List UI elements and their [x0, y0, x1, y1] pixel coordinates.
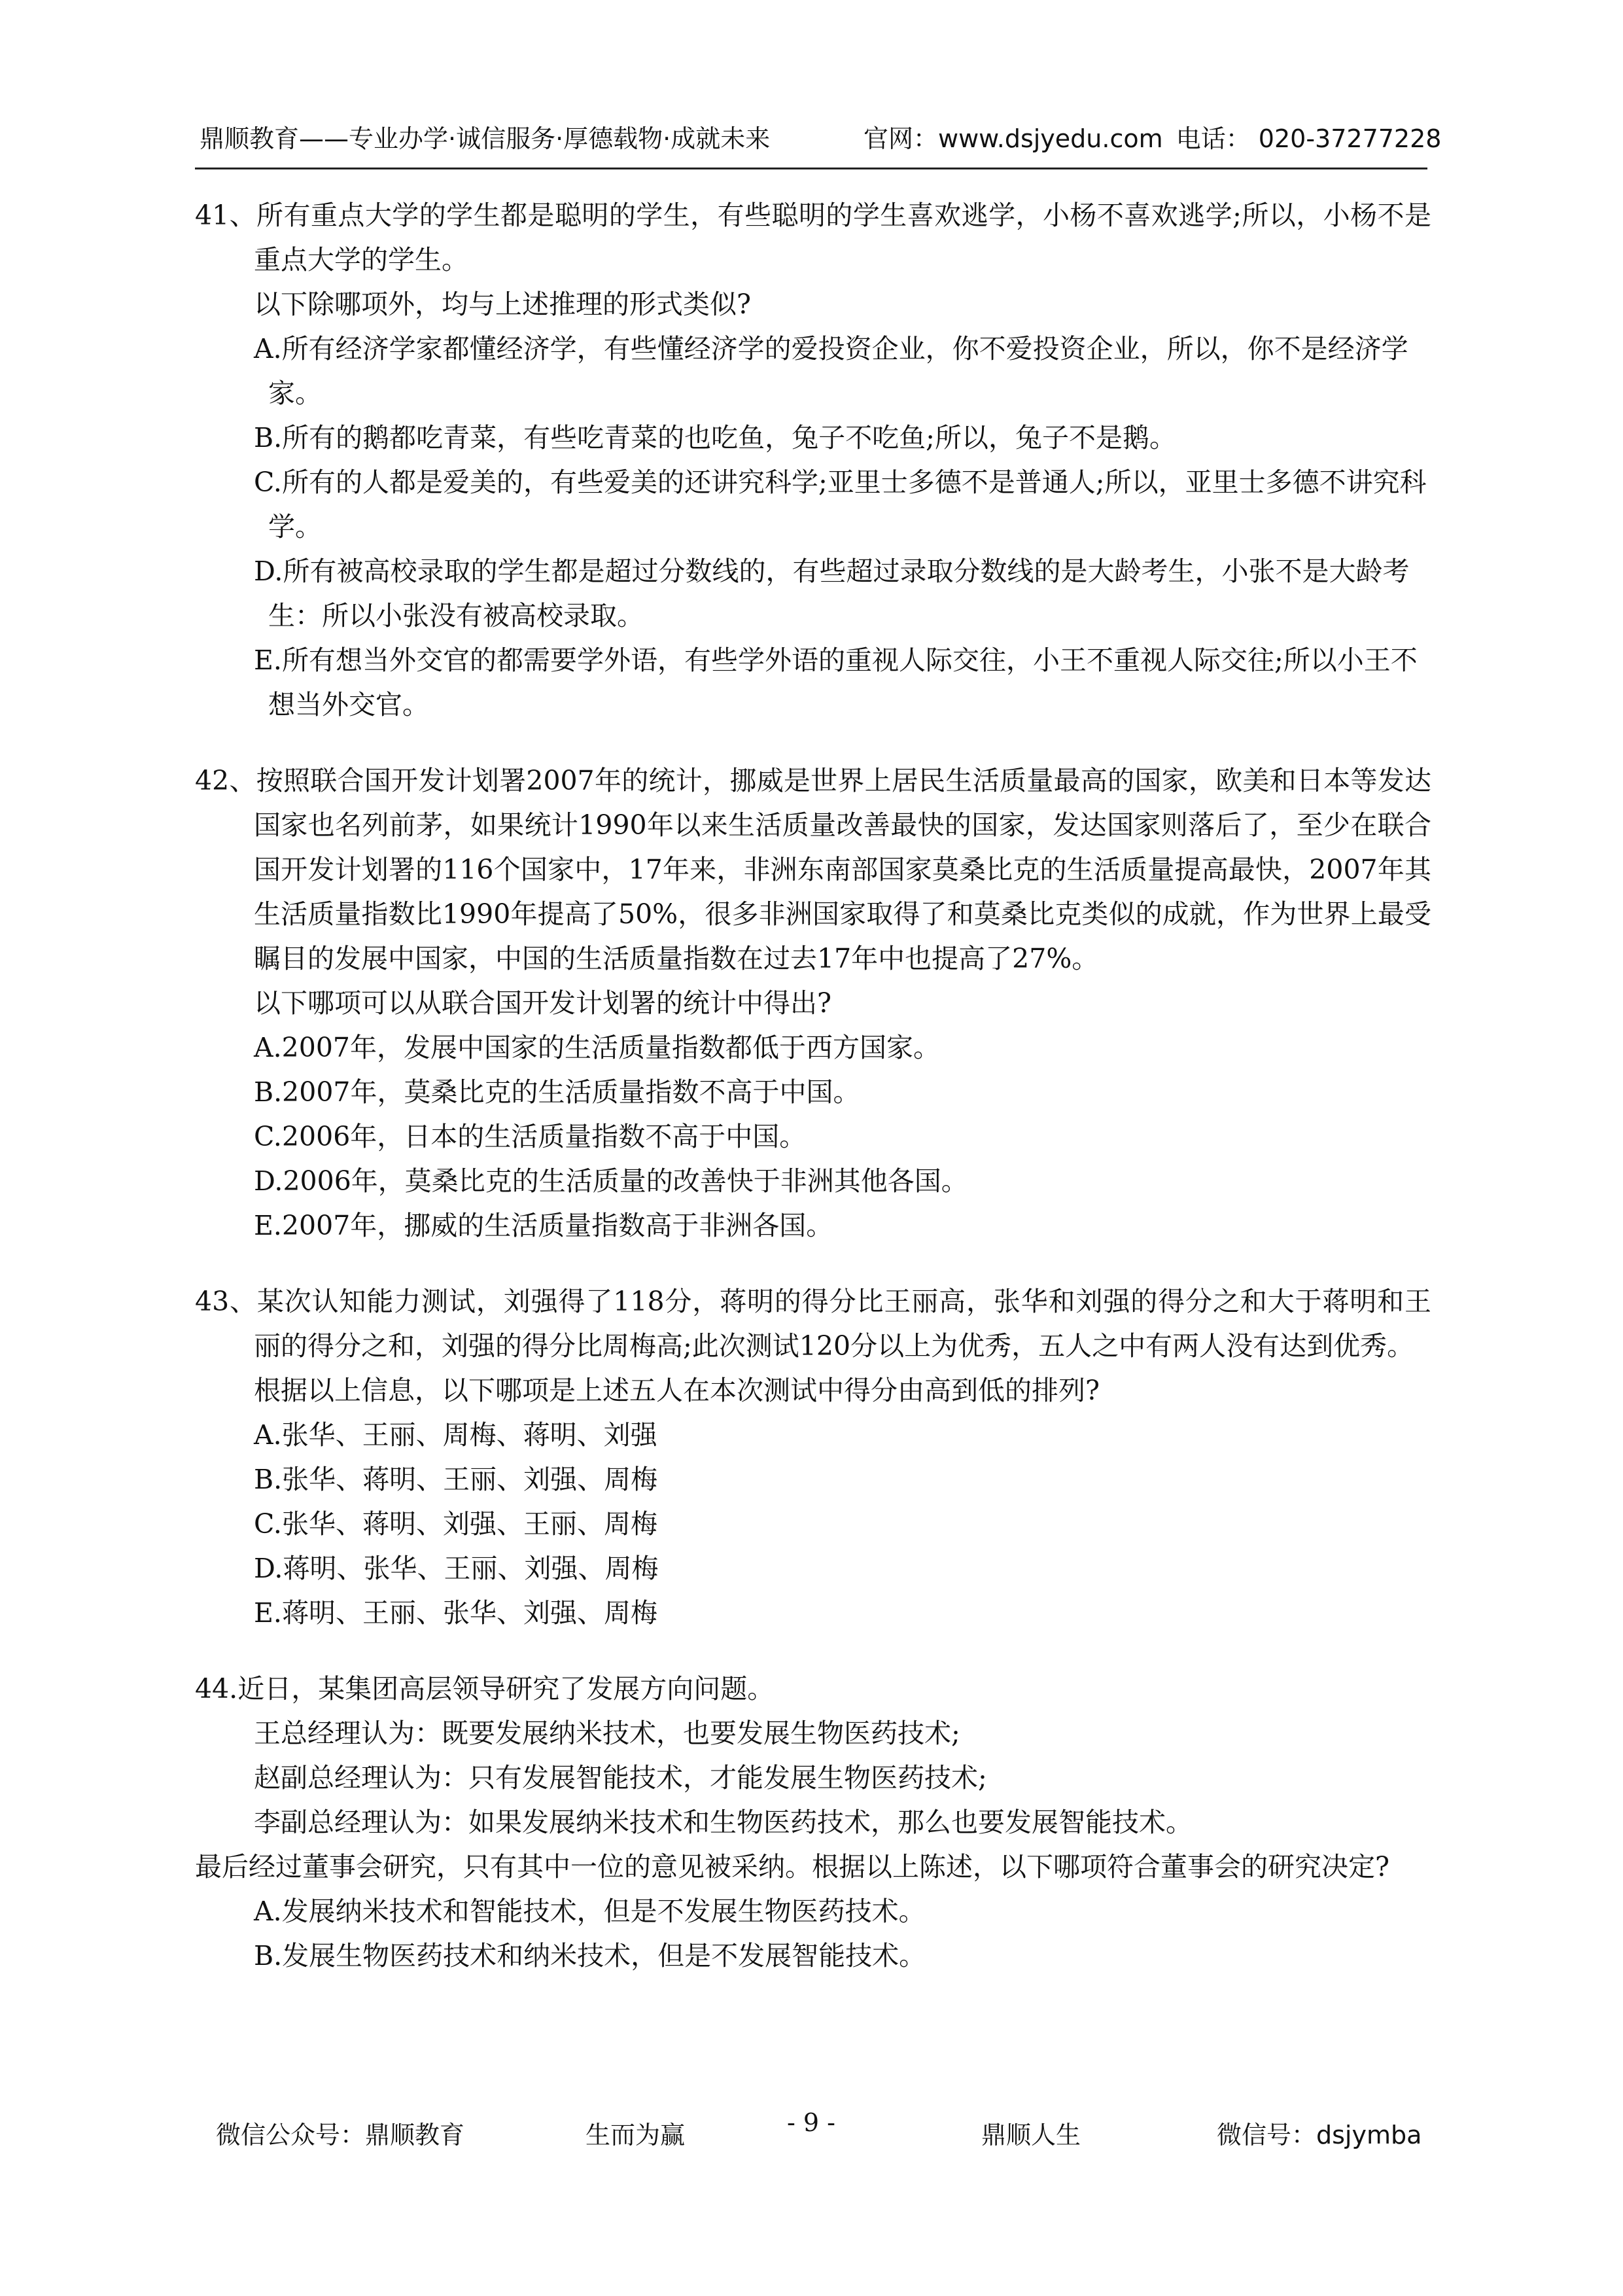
option-e: E.2007年，挪威的生活质量指数高于非洲各国。	[254, 1210, 833, 1241]
option-c: C.2006年，日本的生活质量指数不高于中国。	[254, 1121, 807, 1152]
option-b: B.2007年，莫桑比克的生活质量指数不高于中国。	[254, 1076, 860, 1108]
option-d: D.蒋明、张华、王丽、刘强、周梅	[254, 1553, 659, 1584]
question-41	[195, 193, 1431, 727]
footer-wechat-id: 微信号：dsjymba	[1217, 2121, 1422, 2149]
option-a: A.所有经济学家都懂经济学，有些懂经济学的爱投资企业，你不爱投资企业，所以，你不是经济学家。	[254, 333, 1408, 409]
question-43	[195, 1279, 1431, 1635]
option-a: A.发展纳米技术和智能技术，但是不发展生物医药技术。	[254, 1896, 926, 1927]
header-website: 官网：www.dsjyedu.com	[864, 124, 1163, 153]
page-number: - 9 -	[787, 2108, 836, 2137]
question-44	[195, 1667, 1431, 1978]
question-42	[195, 758, 1431, 1248]
question-prompt: 根据以上信息，以下哪项是上述五人在本次测试中得分由高到低的排列?	[254, 1375, 1100, 1406]
footer-slogan: 生而为赢	[585, 2121, 686, 2149]
option-e: E.所有想当外交官的都需要学外语，有些学外语的重视人际交往，小王不重视人际交往;所以小王不想当外交官。	[254, 645, 1418, 720]
question-stem: 41、所有重点大学的学生都是聪明的学生，有些聪明的学生喜欢逃学，小杨不喜欢逃学;所以，小杨不是重点大学的学生。	[195, 200, 1431, 275]
option-a: A.张华、王丽、周梅、蒋明、刘强	[254, 1419, 657, 1451]
page-content	[195, 193, 1431, 2009]
option-c: C.所有的人都是爱美的，有些爱美的还讲究科学;亚里士多德不是普通人;所以，亚里士多德不讲究科学。	[254, 467, 1427, 542]
option-c: C.张华、蒋明、刘强、王丽、周梅	[254, 1508, 657, 1540]
question-prompt: 以下哪项可以从联合国开发计划署的统计中得出?	[254, 987, 831, 1019]
option-d: D.2006年，莫桑比克的生活质量的改善快于非洲其他各国。	[254, 1165, 968, 1197]
header-contact	[864, 122, 1446, 156]
header-phone: 电话： 020-37277228	[1176, 124, 1442, 153]
question-prompt: 以下除哪项外，均与上述推理的形式类似?	[254, 289, 751, 320]
opinion-zhao: 赵副总经理认为：只有发展智能技术，才能发展生物医药技术;	[254, 1762, 987, 1793]
question-stem: 44.近日，某集团高层领导研究了发展方向问题。	[195, 1673, 775, 1704]
question-stem: 43、某次认知能力测试，刘强得了118分，蒋明的得分比王丽高，张华和刘强的得分之和大于蒋明和王丽的得分之和，刘强的得分比周梅高;此次测试120分以上为优秀，五人之中有两人没有达到优秀。	[195, 1286, 1431, 1362]
question-prompt: 最后经过董事会研究，只有其中一位的意见被采纳。根据以上陈述，以下哪项符合董事会的研究决定?	[195, 1851, 1389, 1882]
option-b: B.所有的鹅都吃青菜，有些吃青菜的也吃鱼，兔子不吃鱼;所以，兔子不是鹅。	[254, 422, 1176, 453]
option-e: E.蒋明、王丽、张华、刘强、周梅	[254, 1597, 657, 1629]
option-a: A.2007年，发展中国家的生活质量指数都低于西方国家。	[254, 1032, 940, 1063]
footer-brand: 鼎顺人生	[981, 2121, 1081, 2149]
question-stem: 42、按照联合国开发计划署2007年的统计，挪威是世界上居民生活质量最高的国家，欧美和日本等发达国家也名列前茅，如果统计1990年以来生活质量改善最快的国家，发达国家则落后了，至少在联合国开发计划署的116个国家中，17年来，非洲东南部国家莫桑比克的生活质量提高最快，2007年其生活质量指数比1990年提高了50%，很多非洲国家取得了和莫桑比克类似的成就，作为世界上最受瞩目的发展中国家，中国的生活质量指数在过去17年中也提高了27%。	[195, 765, 1431, 974]
header-divider	[195, 168, 1427, 169]
footer-wechat-public: 微信公众号：鼎顺教育	[216, 2121, 465, 2149]
option-d: D.所有被高校录取的学生都是超过分数线的，有些超过录取分数线的是大龄考生，小张不是大龄考生：所以小张没有被高校录取。	[254, 556, 1410, 631]
header-slogan: 鼎顺教育——专业办学·诚信服务·厚德载物·成就未来	[200, 124, 771, 153]
option-b: B.张华、蒋明、王丽、刘强、周梅	[254, 1464, 658, 1495]
option-b: B.发展生物医药技术和纳米技术，但是不发展智能技术。	[254, 1940, 926, 1971]
opinion-wang: 王总经理认为：既要发展纳米技术，也要发展生物医药技术;	[254, 1718, 960, 1749]
opinion-li: 李副总经理认为：如果发展纳米技术和生物医药技术，那么也要发展智能技术。	[254, 1807, 1193, 1838]
